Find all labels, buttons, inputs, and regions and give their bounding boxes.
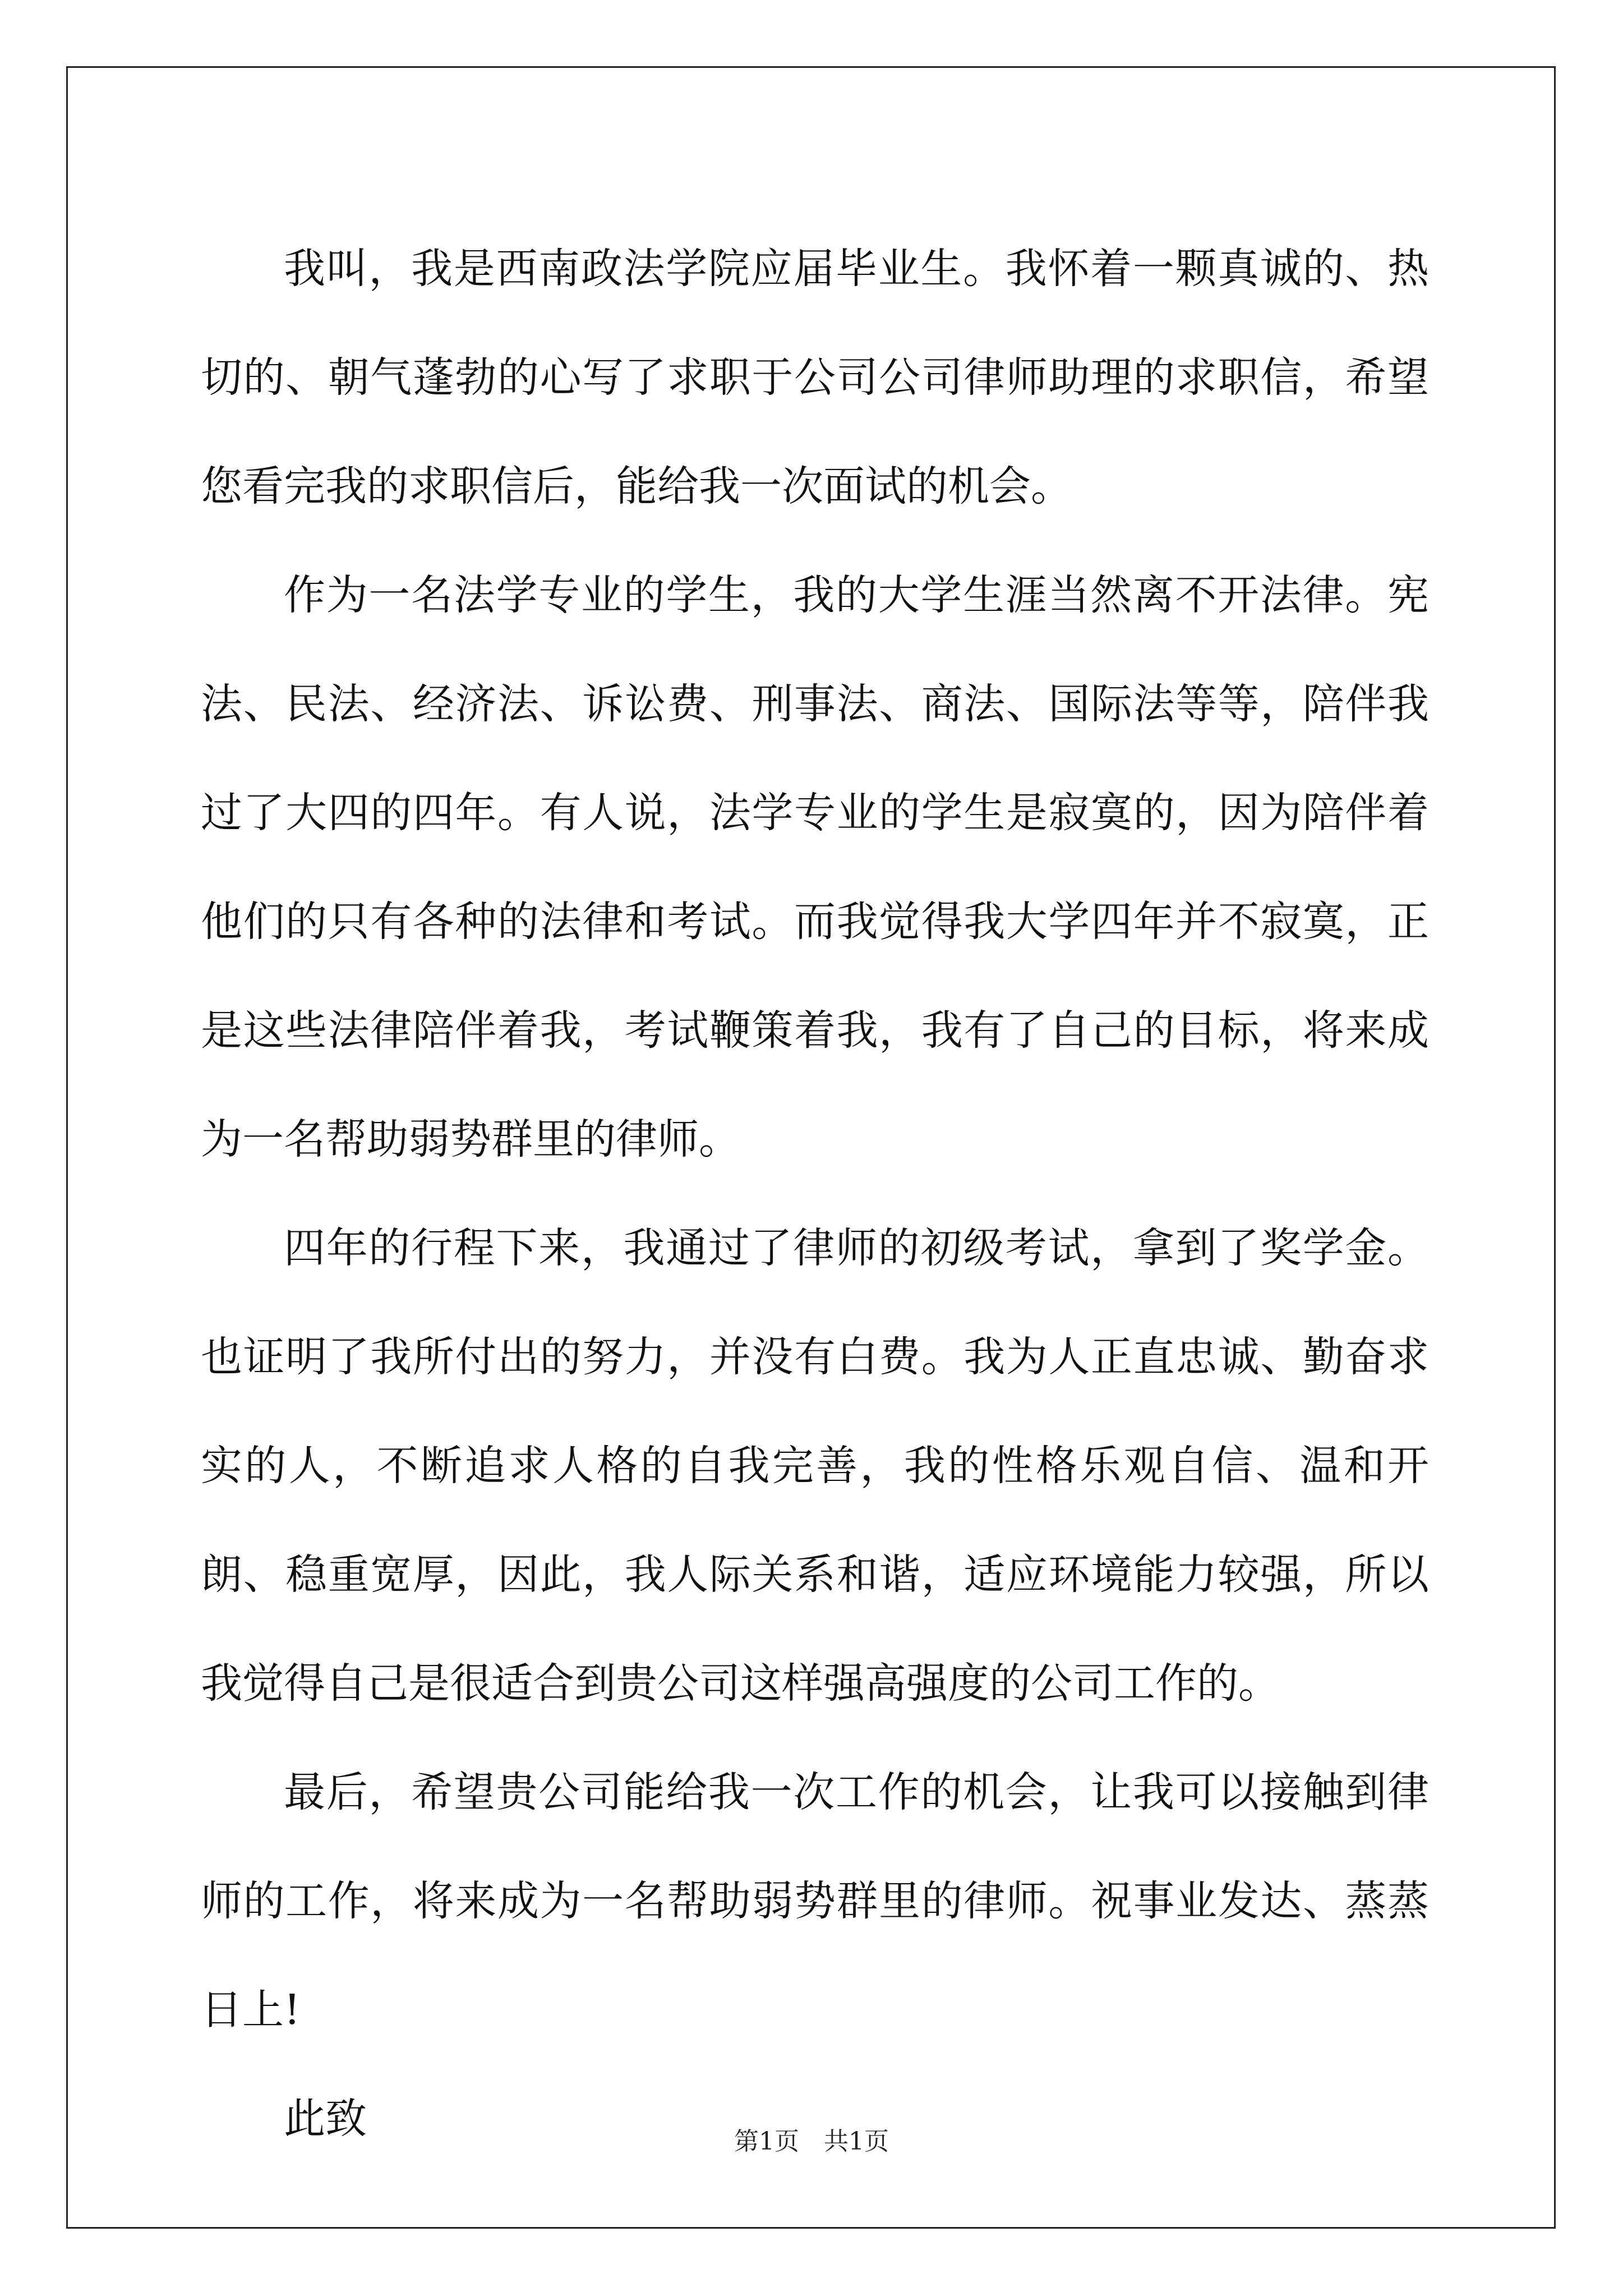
paragraph-studies: 作为一名法学专业的学生，我的大学生涯当然离不开法律。宪法、民法、经济法、诉讼费、刑事法、商法、国际法等等，陪伴我过了大四的四年。有人说，法学专业的学生是寂寞的，因为陪伴着他们的只有各种的法律和考试。而我觉得我大学四年并不寂寞，正是这些法律陪伴着我，考试鞭策着我，我有了自己的目标，将来成为一名帮助弱势群里的律师。	[201, 571, 1429, 1163]
paragraph-conclusion: 最后，希望贵公司能给我一次工作的机会，让我可以接触到律师的工作，将来成为一名帮助弱势群里的律师。祝事业发达、蒸蒸日上!	[201, 1768, 1429, 2034]
page-footer: 第1页 共1页	[734, 2127, 889, 2156]
paragraph-intro: 我叫，我是西南政法学院应届毕业生。我怀着一颗真诚的、热切的、朝气蓬勃的心写了求职于公司公司律师助理的求职信，希望您看完我的求职信后，能给我一次面试的机会。	[201, 245, 1429, 510]
closing-salutation: 此致	[284, 2095, 367, 2143]
letter-body	[201, 214, 1429, 2173]
paragraph-achievements: 四年的行程下来，我通过了律师的初级考试，拿到了奖学金。也证明了我所付出的努力，并没有白费。我为人正直忠诚、勤奋求实的人，不断追求人格的自我完善，我的性格乐观自信、温和开朗、稳重宽厚，因此，我人际关系和谐，适应环境能力较强，所以我觉得自己是很适合到贵公司这样强高强度的公司工作的。	[201, 1224, 1429, 1708]
